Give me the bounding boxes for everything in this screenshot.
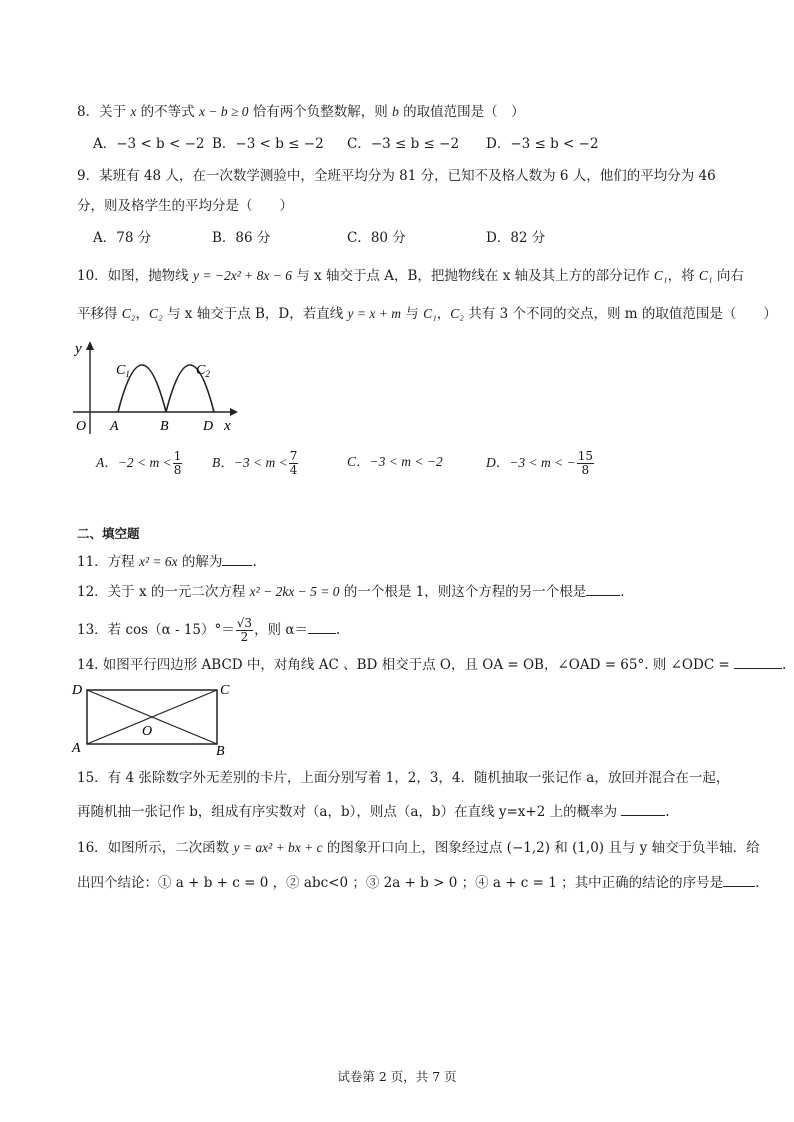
question-11: 11．方程 x² = 6x 的解为 .: [77, 551, 257, 572]
q8-option-d: D．−3 ≤ b < −2: [486, 136, 599, 152]
vertex-c-label: C: [220, 683, 230, 698]
q10-option-c: C．−3 < m < −2: [347, 454, 443, 469]
question-10-line2: 平移得 C₂，C₂ 与 x 轴交于点 B，D，若直线 y = x + m 与 C₁，C₂ 共有 3 个不同的交点，则 m 的取值范围是（ ）: [77, 306, 777, 322]
y-axis-arrow: [86, 341, 94, 350]
x-axis-arrow: [230, 408, 238, 416]
question-14: 14. 如图平行四边形 ABCD 中，对角线 AC 、BD 相交于点 O，且 OA = OB，∠OAD = 65°. 则 ∠ODC = .: [77, 654, 786, 675]
q10-option-b: B．−3 < m < $\frac{7}{4}$: [212, 449, 298, 477]
point-d-label: D: [203, 419, 214, 434]
x-axis-label: x: [224, 418, 231, 434]
q11-answer-blank: [222, 551, 252, 566]
question-12: 12．关于 x 的一元二次方程 x² − 2kx − 5 = 0 的一个根是 1，则这个方程的另一个根是 .: [77, 581, 625, 602]
question-9-line1: 9．某班有 48 人，在一次数学测验中，全班平均分为 81 分，已知不及格人数为 6 人，他们的平均分为 46: [77, 168, 716, 184]
point-b-label: B: [160, 419, 169, 434]
vertex-d-label: D: [72, 683, 83, 698]
c2-label: $C_2$: [196, 363, 210, 379]
question-15-line1: 15．有 4 张除数字外无差别的卡片，上面分别写着 1，2，3，4．随机抽取一张记作 a，放回并混合在一起，: [77, 770, 730, 786]
vertex-a-label: A: [72, 741, 81, 756]
q12-answer-blank: [586, 581, 620, 596]
q9-option-b: B．86 分: [212, 230, 271, 246]
q10-option-a: A．−2 < m < $\frac{1}{8}$: [96, 449, 182, 477]
q9-option-d: D．82 分: [486, 230, 546, 246]
vertex-b-label: B: [216, 744, 225, 758]
q9-option-c: C．80 分: [347, 230, 406, 246]
q10-option-d: D．−3 < m < − $\frac{15}{8}$: [486, 449, 593, 477]
q8-option-b: B．−3 < b ≤ −2: [212, 136, 324, 152]
question-9-line2: 分，则及格学生的平均分是（ ）: [77, 198, 293, 214]
q8-option-a: A．−3 < b < −2: [93, 136, 205, 152]
page-footer: 试卷第 2 页，共 7 页: [337, 1069, 457, 1084]
q8-option-c: C．−3 ≤ b ≤ −2: [347, 136, 460, 152]
q14-answer-blank: [734, 654, 782, 669]
q16-answer-blank: [723, 872, 755, 887]
question-8-stem: 8．关于 x 的不等式 x − b ≥ 0 恰有两个负整数解，则 b 的取值范围是（ ）: [77, 104, 525, 120]
c1-label: $C_1$: [116, 363, 130, 379]
question-16-line2: 出四个结论：① a + b + c = 0 ，② abc<0 ；③ 2a + b > 0 ；④ a + c = 1 ；其中正确的结论的序号是 .: [77, 872, 759, 893]
q10-parabola-figure: [70, 338, 250, 438]
q9-option-a: A．78 分: [93, 230, 152, 246]
q13-answer-blank: [308, 619, 336, 634]
question-13: 13．若 cos（α - 15）°＝ $\frac{√3}{2}$ ，则 α＝ .: [77, 616, 341, 644]
question-15-line2: 再随机抽一张记作 b，组成有序实数对（a，b），则点（a，b）在直线 y=x+2 上的概率为 .: [77, 801, 670, 822]
origin-label: O: [76, 419, 87, 434]
q14-parallelogram-figure: [70, 678, 240, 758]
question-16-line1: 16．如图所示，二次函数 y = ax² + bx + c 的图象开口向上，图象经过点 (−1,2) 和 (1,0) 且与 y 轴交于负半轴．给: [77, 840, 760, 856]
section-fill-in-blank-heading: 二、填空题: [77, 526, 140, 541]
point-a-label: A: [110, 419, 119, 434]
q15-answer-blank: [621, 801, 665, 816]
y-axis-label: y: [75, 341, 82, 357]
center-o-label: O: [142, 724, 153, 739]
question-10-line1: 10．如图，抛物线 y = −2x² + 8x − 6 与 x 轴交于点 A，B，把抛物线在 x 轴及其上方的部分记作 C₁，将 C₁ 向右: [77, 268, 744, 284]
